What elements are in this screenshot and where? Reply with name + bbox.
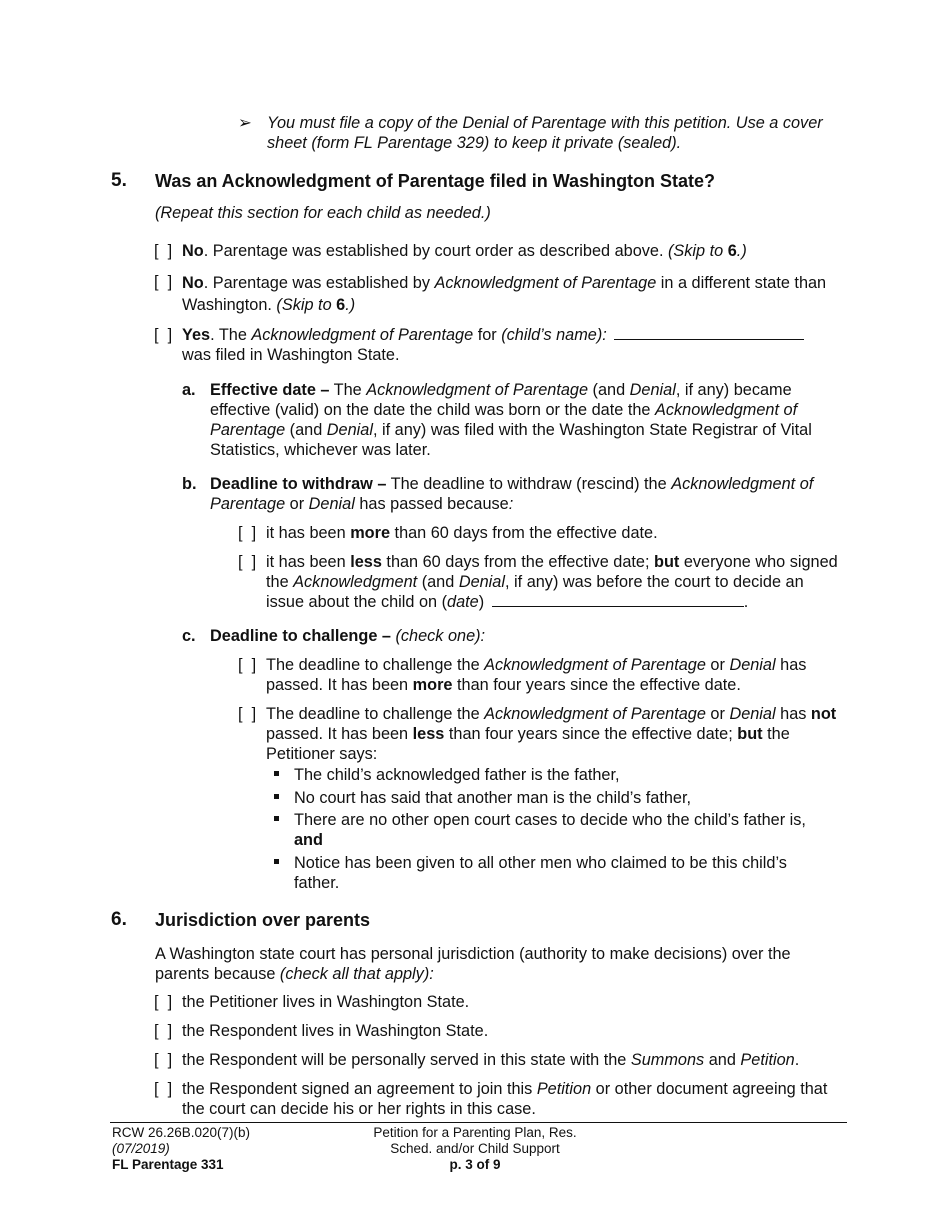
date-field[interactable] bbox=[492, 592, 744, 607]
footer-form: FL Parentage 331 bbox=[112, 1157, 224, 1172]
footer-title-1: Petition for a Parenting Plan, Res. bbox=[373, 1125, 577, 1140]
checkbox[interactable]: [ ] bbox=[238, 553, 257, 571]
footer-left bbox=[112, 1125, 250, 1173]
list-item: No court has said that another man is the child’s father, bbox=[294, 789, 692, 807]
list-item: The child’s acknowledged father is the father, bbox=[294, 766, 620, 784]
section-6-intro: A Washington state court has personal jurisdiction (authority to make decisions) over the parents because (check all that apply): bbox=[155, 945, 791, 983]
s5-c-label: c. bbox=[182, 627, 196, 645]
footer-center bbox=[345, 1125, 605, 1173]
checkbox[interactable]: [ ] bbox=[238, 524, 257, 542]
checkbox[interactable]: [ ] bbox=[154, 1022, 173, 1040]
s5-c-option-2: The deadline to challenge the Acknowledgment of Parentage or Denial has not passed. It has been less than four years since the effective date; but the Petitioner says: bbox=[266, 705, 837, 763]
section-5-title: Was an Acknowledgment of Parentage filed in Washington State? bbox=[155, 171, 716, 191]
checkbox[interactable]: [ ] bbox=[154, 242, 173, 260]
s5-b-option-1: it has been more than 60 days from the effective date. bbox=[266, 524, 658, 542]
s5-a-text: Effective date – The Acknowledgment of Parentage (and Denial, if any) became effective (valid) on the date the child was born or the date the Acknowledgment of Parentage (and Denial, if any) was filed with the Washington State Registrar of Vital Statistics, whichever was later. bbox=[210, 381, 812, 459]
list-item: There are no other open court cases to decide who the child’s father is, and bbox=[294, 811, 806, 849]
s6-option-3: the Respondent will be personally served in this state with the Summons and Petition. bbox=[182, 1051, 800, 1069]
s5-b-label: b. bbox=[182, 475, 197, 493]
bullet-icon bbox=[274, 794, 279, 799]
s5-option-2: No. Parentage was established by Acknowledgment of Parentage in a different state than Washington. (Skip to 6.) bbox=[182, 274, 827, 314]
section-6-title: Jurisdiction over parents bbox=[155, 910, 371, 930]
bullet-icon bbox=[274, 816, 279, 821]
section-5-number: 5. bbox=[111, 170, 127, 191]
s6-option-1: the Petitioner lives in Washington State. bbox=[182, 993, 470, 1011]
s5-a-label: a. bbox=[182, 381, 196, 399]
bullet-icon bbox=[274, 859, 279, 864]
s5-c-option-1: The deadline to challenge the Acknowledgment of Parentage or Denial has passed. It has been more than four years since the effective date. bbox=[266, 656, 807, 694]
s5-option-3: Yes. The Acknowledgment of Parentage for (child’s name): was filed in Washington State. bbox=[182, 325, 842, 365]
list-item: Notice has been given to all other men who claimed to be this child’s father. bbox=[294, 854, 787, 892]
s6-option-4: the Respondent signed an agreement to join this Petition or other document agreeing that the court can decide his or her rights in this case. bbox=[182, 1080, 828, 1118]
checkbox[interactable]: [ ] bbox=[238, 656, 257, 674]
s5-c-text: Deadline to challenge – (check one): bbox=[210, 627, 486, 645]
section-5-note: (Repeat this section for each child as needed.) bbox=[155, 204, 491, 222]
footer-date: (07/2019) bbox=[112, 1141, 170, 1156]
s5-b-text: Deadline to withdraw – The deadline to withdraw (rescind) the Acknowledgment of Parentage or Denial has passed because: bbox=[210, 475, 814, 513]
s5-b-option-2: it has been less than 60 days from the effective date; but everyone who signed the Acknowledgment (and Denial, if any) was before the court to decide an issue about the child on (date) . bbox=[266, 553, 838, 611]
intro-bullet bbox=[238, 113, 838, 153]
section-6-number: 6. bbox=[111, 909, 127, 930]
s6-option-2: the Respondent lives in Washington State. bbox=[182, 1022, 489, 1040]
footer-rcw: RCW 26.26B.020(7)(b) bbox=[112, 1125, 251, 1140]
s5-option-1: No. Parentage was established by court order as described above. (Skip to 6.) bbox=[182, 242, 747, 260]
child-name-field[interactable] bbox=[614, 325, 804, 340]
checkbox[interactable]: [ ] bbox=[154, 326, 173, 344]
intro-bullet-text: You must file a copy of the Denial of Parentage with this petition. Use a cover sheet (form FL Parentage 329) to keep it private (sealed). bbox=[267, 114, 823, 152]
checkbox[interactable]: [ ] bbox=[154, 993, 173, 1011]
footer-divider bbox=[110, 1122, 847, 1123]
footer-page: p. 3 of 9 bbox=[449, 1157, 501, 1172]
bullet-icon bbox=[274, 771, 279, 776]
checkbox[interactable]: [ ] bbox=[154, 1051, 173, 1069]
footer-title-2: Sched. and/or Child Support bbox=[390, 1141, 560, 1156]
checkbox[interactable]: [ ] bbox=[154, 273, 173, 291]
checkbox[interactable]: [ ] bbox=[154, 1080, 173, 1098]
arrow-icon: ➢ bbox=[238, 114, 252, 132]
checkbox[interactable]: [ ] bbox=[238, 705, 257, 723]
